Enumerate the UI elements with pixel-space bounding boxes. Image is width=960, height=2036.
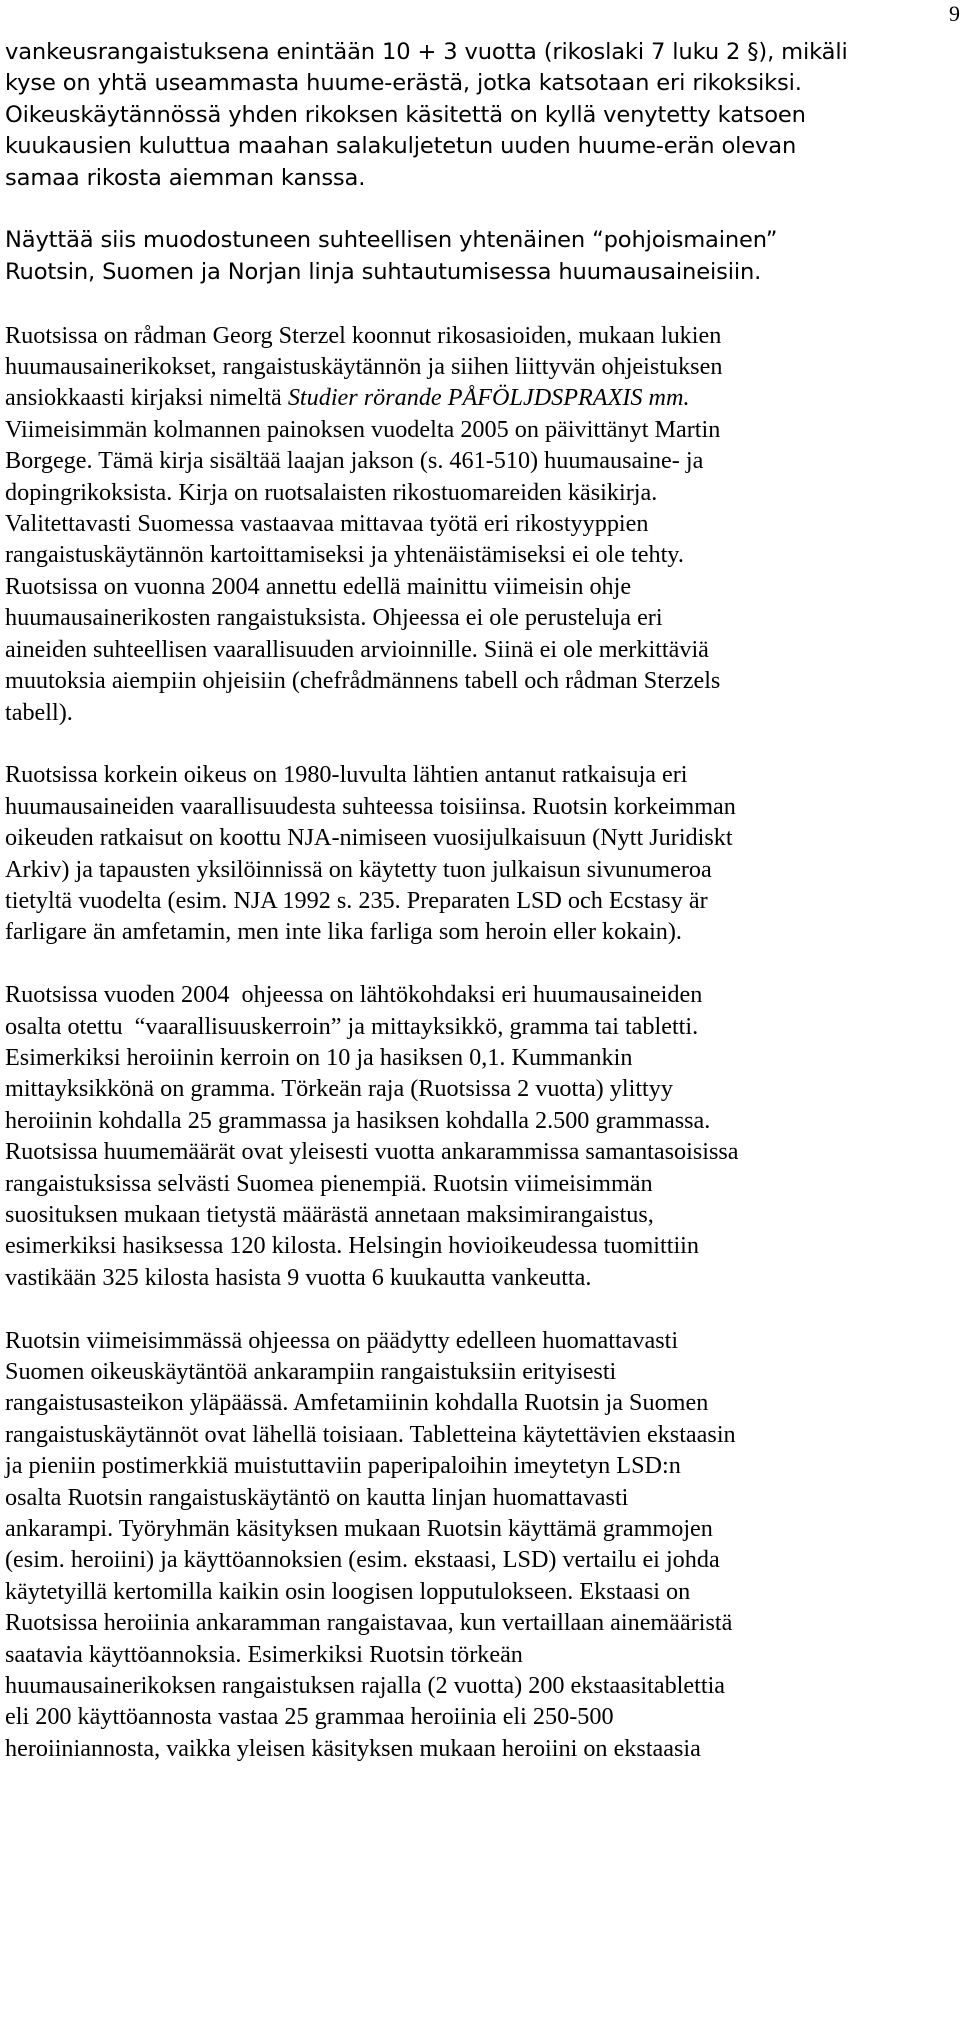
text-line: Ruotsissa huumemäärät ovat yleisesti vuotta ankarammissa samantasoisissa <box>5 1138 739 1166</box>
text-line: Ruotsin viimeisimmässä ohjeessa on päädytty edelleen huomattavasti <box>5 1326 679 1354</box>
text-line: heroiiniannosta, vaikka yleisen käsityksen mukaan heroiini on ekstaasia <box>5 1734 701 1762</box>
text-line: Ruotsissa korkein oikeus on 1980-luvulta lähtien antanut ratkaisuja eri <box>5 761 688 789</box>
text-line: kyse on yhtä useammasta huume-erästä, jotka katsotaan eri rikoksiksi. <box>5 70 802 97</box>
text-line: Arkiv) ja tapausten yksilöinnissä on käytetty tuon julkaisun sivunumeroa <box>5 855 712 883</box>
text-line: Oikeuskäytännössä yhden rikoksen käsitettä on kyllä venytetty katsoen <box>5 101 806 128</box>
text-line: Viimeisimmän kolmannen painoksen vuodelta 2005 on päivittänyt Martin <box>5 415 721 443</box>
paragraph <box>5 1325 958 1765</box>
text-line: suosituksen mukaan tietystä määrästä annetaan maksimirangaistus, <box>5 1200 654 1228</box>
paragraph <box>5 979 958 1293</box>
text-line: osalta Ruotsin rangaistuskäytäntö on kautta linjan huomattavasti <box>5 1483 629 1511</box>
text-line: eli 200 käyttöannosta vastaa 25 grammaa heroiinia eli 250-500 <box>5 1703 614 1731</box>
text-line: tabell). <box>5 698 73 726</box>
text-line: muutoksia aiempiin ohjeisiin (chefrådmännens tabell och rådman Sterzels <box>5 667 721 695</box>
text-line: osalta otettu “vaarallisuuskerroin” ja mittayksikkö, gramma tai tabletti. <box>5 1012 699 1040</box>
text-line: Valitettavasti Suomessa vastaavaa mittavaa työtä eri rikostyyppien <box>5 510 649 538</box>
text-line: dopingrikoksista. Kirja on ruotsalaisten rikostuomareiden käsikirja. <box>5 478 658 506</box>
text-line: tietyltä vuodelta (esim. NJA 1992 s. 235. Preparaten LSD och Ecstasy är <box>5 886 708 914</box>
text-line: Ruotsin, Suomen ja Norjan linja suhtautumisessa huumausaineisiin. <box>5 258 762 285</box>
paragraph <box>5 225 958 288</box>
text-line: kuukausien kuluttua maahan salakuljetetun uuden huume-erän olevan <box>5 133 797 160</box>
text-line: Borgege. Tämä kirja sisältää laajan jakson (s. 461-510) huumausaine- ja <box>5 447 704 475</box>
text-line: aineiden suhteellisen vaarallisuuden arvioinnille. Siinä ei ole merkittäviä <box>5 635 709 663</box>
text-line: vastikään 325 kilosta hasista 9 vuotta 6 kuukautta vankeutta. <box>5 1263 592 1291</box>
text-line: esimerkiksi hasiksessa 120 kilosta. Helsingin hovioikeudessa tuomittiin <box>5 1232 699 1260</box>
text-line: rangaistuskäytännöt ovat lähellä toisiaan. Tabletteina käytettävien ekstaasin <box>5 1420 736 1448</box>
text-line: rangaistusasteikon yläpäässä. Amfetamiinin kohdalla Ruotsin ja Suomen <box>5 1389 709 1417</box>
text-line: Ruotsissa on vuonna 2004 annettu edellä mainittu viimeisin ohje <box>5 572 632 600</box>
text-line: ankarampi. Työryhmän käsityksen mukaan Ruotsin käyttämä grammojen <box>5 1515 713 1543</box>
text-line <box>5 382 958 413</box>
text-line: rangaistuksissa selvästi Suomea pienempiä. Ruotsin viimeisimmän <box>5 1169 653 1197</box>
text-line: huumausainerikosten rangaistuksista. Ohjeessa ei ole perusteluja eri <box>5 604 663 632</box>
text-line: huumausainerikoksen rangaistuksen rajalla (2 vuotta) 200 ekstaasitablettia <box>5 1672 726 1700</box>
text-line: saatavia käyttöannoksia. Esimerkiksi Ruotsin törkeän <box>5 1640 523 1668</box>
text-line: Suomen oikeuskäytäntöä ankarampiin rangaistuksiin erityisesti <box>5 1357 617 1385</box>
text-line: Ruotsissa vuoden 2004 ohjeessa on lähtökohdaksi eri huumausaineiden <box>5 981 703 1009</box>
text-line: Esimerkiksi heroiinin kerroin on 10 ja hasiksen 0,1. Kummankin <box>5 1043 633 1071</box>
text-line: käytetyillä kertomilla kaikin osin loogisen lopputulokseen. Ekstaasi on <box>5 1577 691 1605</box>
paragraph <box>5 759 958 947</box>
page-number: 9 <box>949 1 960 26</box>
paragraph <box>5 320 958 728</box>
text-line: samaa rikosta aiemman kanssa. <box>5 164 366 191</box>
text-line: Ruotsissa heroiinia ankaramman rangaistavaa, kun vertaillaan ainemääristä <box>5 1609 733 1637</box>
text-line: farligare än amfetamin, men inte lika farliga som heroin eller kokain). <box>5 918 682 946</box>
paragraph <box>5 37 958 194</box>
text-line: heroiinin kohdalla 25 grammassa ja hasiksen kohdalla 2.500 grammassa. <box>5 1106 711 1134</box>
text-line: rangaistuskäytännön kartoittamiseksi ja yhtenäistämiseksi ei ole tehty. <box>5 541 684 569</box>
text-line: vankeusrangaistuksena enintään 10 + 3 vuotta (rikoslaki 7 luku 2 §), mikäli <box>5 39 848 65</box>
book-title: Studier rörande PÅFÖLJDSPRAXIS mm. <box>287 384 690 412</box>
document-body <box>5 37 958 1796</box>
text-line: ja pieniin postimerkkiä muistuttaviin paperipaloihin imeytetyn LSD:n <box>5 1452 681 1480</box>
text-line: huumausainerikokset, rangaistuskäytännön ja siihen liittyvän ohjeistuksen <box>5 353 723 381</box>
text-line: oikeuden ratkaisut on koottu NJA-nimiseen vuosijulkaisuun (Nytt Juridiskt <box>5 824 733 852</box>
text-segment: ansiokkaasti kirjaksi nimeltä <box>5 384 288 412</box>
text-line: Ruotsissa on rådman Georg Sterzel koonnut rikosasioiden, mukaan lukien <box>5 321 722 349</box>
text-line: huumausaineiden vaarallisuudesta suhteessa toisiinsa. Ruotsin korkeimman <box>5 792 736 820</box>
text-line: mittayksikkönä on gramma. Törkeän raja (Ruotsissa 2 vuotta) ylittyy <box>5 1075 673 1103</box>
text-line: Näyttää siis muodostuneen suhteellisen yhtenäinen “pohjoismainen” <box>5 227 778 254</box>
text-line: (esim. heroiini) ja käyttöannoksien (esim. ekstaasi, LSD) vertailu ei johda <box>5 1546 720 1574</box>
